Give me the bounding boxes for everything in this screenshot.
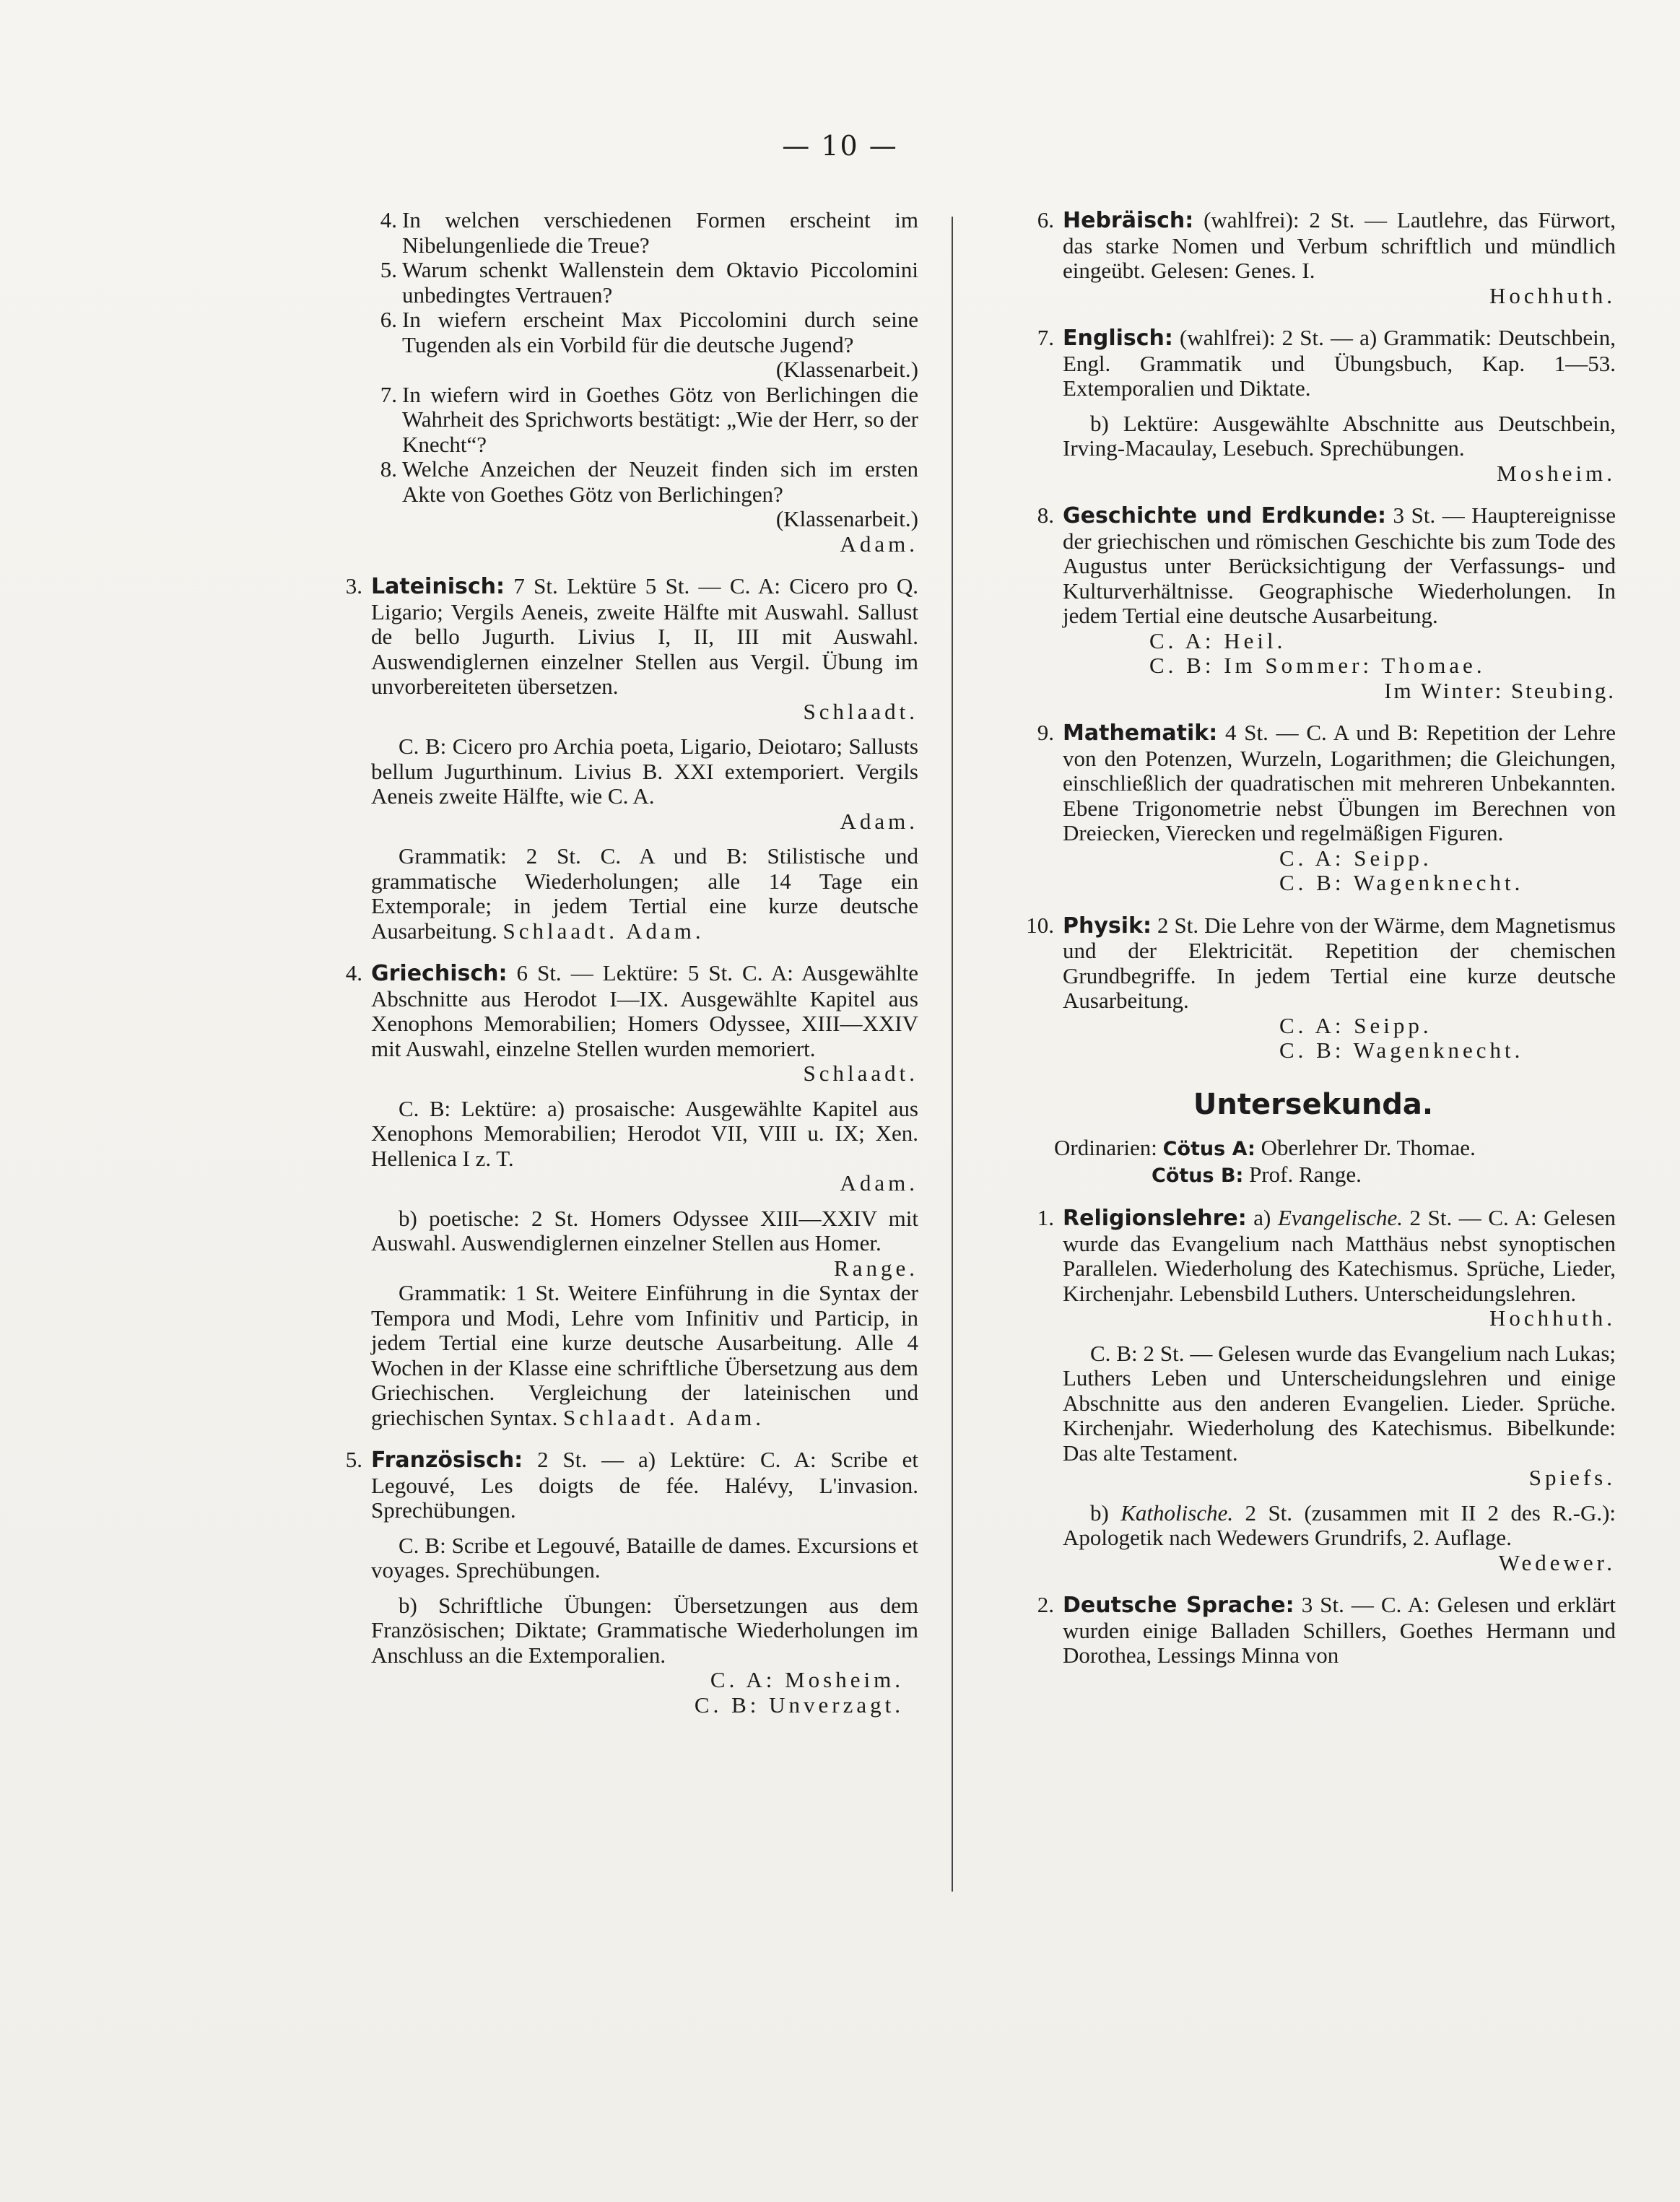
subject-physics: 10. Physik: 2 St. Die Lehre von der Wärme, dem Magnetismus und der Elektricität. Repetition der chemischen Grundbegriffe. In jedem Tertial eine kurze deutsche Ausarbeitung. C. A: Seipp. C. B: Wagenknecht. — [1026, 912, 1616, 1063]
section-title: Untersekunda. — [1193, 1087, 1434, 1121]
left-column — [319, 208, 918, 1735]
right-column — [1011, 208, 1616, 1686]
essay-topic-5: 5. Warum schenkt Wallenstein dem Oktavio Piccolomini unbedingtes Vertrauen? — [380, 257, 918, 308]
essay-topic-8: 8. Welche Anzeichen der Neuzeit finden sich im ersten Akte von Goethes Götz von Berlichingen? (Klassenarbeit.) — [380, 456, 918, 531]
subject-title: Physik: — [1063, 913, 1152, 939]
subject-german: 2. Deutsche Sprache: 3 St. — C. A: Gelesen und erklärt wurden einige Balladen Schillers, Goethes Hermann und Dorothea, Lessings Minna von — [1037, 1592, 1616, 1668]
subject-greek: 4. Griechisch: 6 St. — Lektüre: 5 St. C. A: Ausgewählte Abschnitte aus Herodot I—IX. Ausgewählte Kapitel aus Xenophons Memorabilien; Homers Odyssee, XIII—XXIV mit Auswahl, einzelne Stellen wurden memoriert. Schlaadt. C. B: Lektüre: a) prosaische: Ausgewählte Kapitel aus Xenophons Memorabilien; Herodot VII, VIII u. IX; Xen. Hellenica I z. T. Adam. b) poetische: 2 St. Homers Odyssee XIII—XXIV mit Auswahl. Auswendiglernen einzelner Stellen aus Homer. Range. Grammatik: 1 St. Weitere Einführung in die Syntax der Tempora und Modi, Lehre vom Infinitiv und Particip, in jedem Tertial eine kurze deutsche Ausarbeitung. Alle 4 Wochen in der Klasse eine schriftliche Übersetzung aus dem Griechischen. Vergleichung der lateinischen und griechischen Syntax. Schlaadt. Adam. — [345, 960, 919, 1430]
subject-title: Lateinisch: — [371, 574, 505, 599]
subject-hebrew: 6. Hebräisch: (wahlfrei): 2 St. — Lautlehre, das Fürwort, das starke Nomen und Verbum schriftlich und mündlich eingeübt. Gelesen: Genes. I. Hochhuth. — [1037, 207, 1616, 308]
ordinarien: Ordinarien: Cötus A: Oberlehrer Dr. Thomae. Cötus B: Prof. Range. — [1054, 1135, 1476, 1187]
essay-topic-4: 4. In welchen verschiedenen Formen erscheint im Nibelungenliede die Treue? — [380, 207, 918, 258]
subject-title: Griechisch: — [371, 961, 508, 986]
subject-title: Deutsche Sprache: — [1063, 1593, 1294, 1618]
subject-title: Englisch: — [1063, 326, 1173, 351]
subject-latin: 3. Lateinisch: 7 St. Lektüre 5 St. — C. A: Cicero pro Q. Ligario; Vergils Aeneis, zweite Hälfte mit Auswahl. Sallust de bello Jugurth. Livius I, II, III mit Auswahl. Auswendiglernen einzelner Stellen aus Vergil. Übung im unvorbereiteten übersetzen. Schlaadt. C. B: Cicero pro Archia poeta, Ligario, Deiotaro; Sallusts bellum Jugurthinum. Livius B. XXI extemporiert. Vergils Aeneis zweite Hälfte, wie C. A. Adam. Grammatik: 2 St. C. A und B: Stilistische und grammatische Wiederholungen; alle 14 Tage ein Extemporale; in jedem Tertial eine kurze deutsche Ausarbeitung. Schlaadt. Adam. — [345, 573, 919, 944]
subject-religion: 1. Religionslehre: a) Evangelische. 2 St. — C. A: Gelesen wurde das Evangelium nach Matthäus nebst synoptischen Parallelen. Wiederholung des Katechismus. Sprüche, Lieder, Kirchenjahr. Lebensbild Luthers. Unterscheidungslehren. Hochhuth. C. B: 2 St. — Gelesen wurde das Evangelium nach Lukas; Luthers Leben und Unterscheidungslehren und einige Abschnitte aus den anderen Evangelien. Lieder. Sprüche. Kirchenjahr. Wiederholung des Katechismus. Bibelkunde: Das alte Testament. Spiefs. b) Katholische. 2 St. (zusammen mit II 2 des R.-G.): Apologetik nach Wedewers Grundrifs, 2. Auflage. Wedewer. — [1037, 1205, 1616, 1575]
essay-topics-list — [319, 208, 918, 557]
subject-title: Mathematik: — [1063, 721, 1218, 746]
subject-title: Hebräisch: — [1063, 208, 1194, 233]
essay-topic-7: 7. In wiefern wird in Goethes Götz von Berlichingen die Wahrheit des Sprichworts bestätigt: „Wie der Herr, so der Knecht“? — [380, 381, 918, 457]
subject-title: Französisch: — [371, 1448, 523, 1473]
subject-french: 5. Französisch: 2 St. — a) Lektüre: C. A: Scribe et Legouvé, Les doigts de fée. Halévy, L'invasion. Sprechübungen. C. B: Scribe et Legouvé, Bataille de dames. Excursions et voyages. Sprechübungen. b) Schriftliche Übungen: Übersetzungen aus dem Französischen; Diktate; Grammatische Wiederholungen im Anschluss an die Extemporalien. C. A: Mosheim. C. B: Unverzagt. — [345, 1447, 919, 1718]
column-divider — [952, 217, 953, 1892]
essay-teacher: Adam. — [840, 531, 918, 557]
subject-title: Religionslehre: — [1063, 1206, 1247, 1231]
subject-history-geography: 8. Geschichte und Erdkunde: 3 St. — Hauptereignisse der griechischen und römischen Geschichte bis zum Tode des Augustus unter Berücksichtigung der Verfassungs- und Kulturverhältnisse. Geographische Wiederholungen. In jedem Tertial eine deutsche Ausarbeitung. C. A: Heil. C. B: Im Sommer: Thomae. Im Winter: Steubing. — [1037, 502, 1616, 703]
subject-mathematics: 9. Mathematik: 4 St. — C. A und B: Repetition der Lehre von den Potenzen, Wurzeln, Logarithmen; die Gleichungen, einschließlich der quadratischen mit mehreren Unbekannten. Ebene Trigonometrie nebst Übungen im Berechnen von Dreiecken, Vierecken und regelmäßigen Figuren. C. A: Seipp. C. B: Wagenknecht. — [1037, 720, 1616, 895]
page-number: — 10 — — [782, 130, 898, 162]
essay-topic-6: 6. In wiefern erscheint Max Piccolomini durch seine Tugenden als ein Vorbild für die deutsche Jugend? (Klassenarbeit.) — [380, 307, 918, 382]
subject-english: 7. Englisch: (wahlfrei): 2 St. — a) Grammatik: Deutschbein, Engl. Grammatik und Übungsbuch, Kap. 1—53. Extemporalien und Diktate. b) Lektüre: Ausgewählte Abschnitte aus Deutschbein, Irving-Macaulay, Lesebuch. Sprechübungen. Mosheim. — [1037, 325, 1616, 486]
subject-title: Geschichte und Erdkunde: — [1063, 503, 1386, 528]
